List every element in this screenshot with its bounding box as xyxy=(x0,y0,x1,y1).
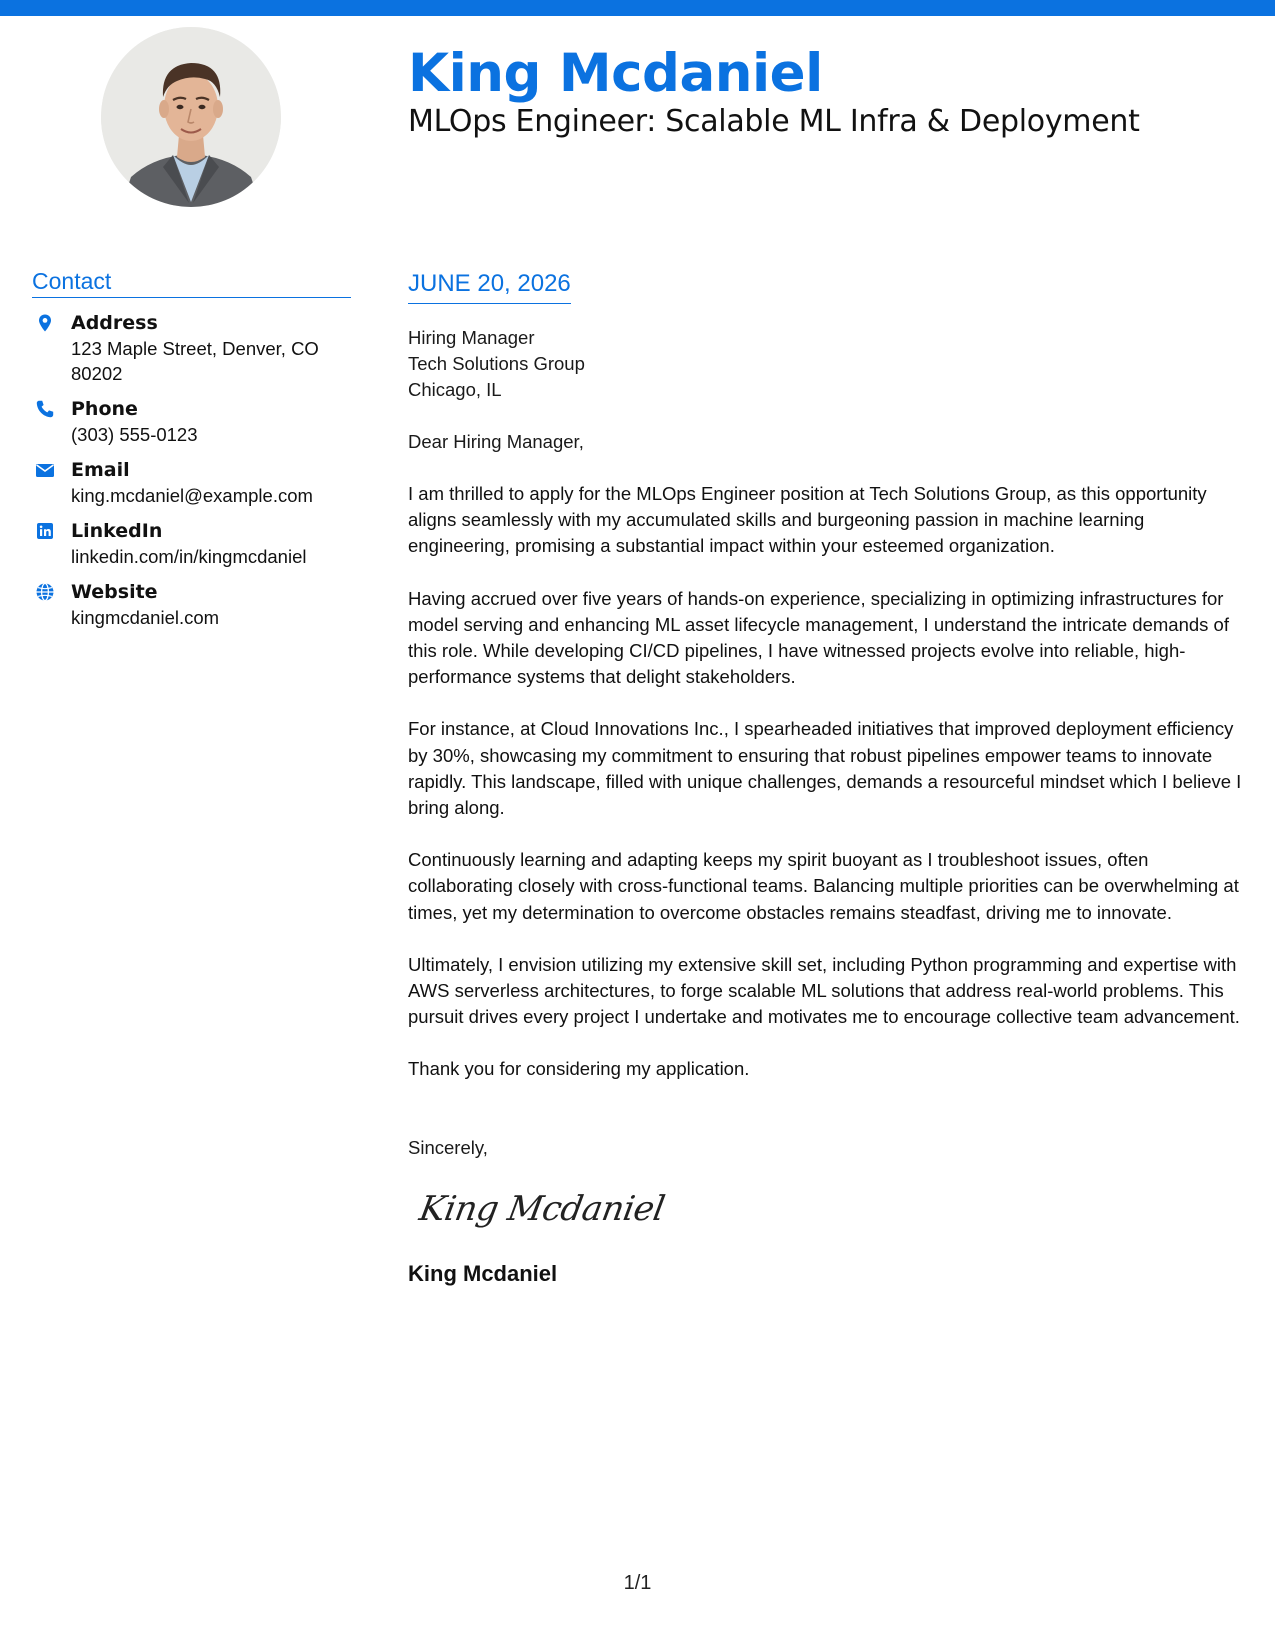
address-value: 123 Maple Street, Denver, CO 80202 xyxy=(71,338,319,384)
salutation: Dear Hiring Manager, xyxy=(408,431,584,452)
page-number: 1/1 xyxy=(623,1572,652,1594)
globe-icon xyxy=(35,582,55,602)
contact-item-website xyxy=(32,580,351,630)
paragraph: Having accrued over five years of hands-on experience, specializing in optimizing infrastructures for model serving and enhancing ML asset lifecycle management, I understand the intricate demands of this role. While developing CI/CD pipelines, I have witnessed projects evolve into reliable, high-performance systems that delight stakeholders. xyxy=(408,587,1229,688)
closing: Sincerely, xyxy=(408,1136,488,1158)
contact-heading: Contact xyxy=(32,266,351,298)
letter-body xyxy=(408,268,1248,1289)
avatar xyxy=(101,27,281,207)
recipient-block xyxy=(408,325,1248,403)
contact-label: Email xyxy=(71,459,130,481)
contact-item-email xyxy=(32,458,351,508)
top-accent-bar xyxy=(0,0,1275,16)
contact-label: LinkedIn xyxy=(71,520,163,542)
recipient-location: Chicago, IL xyxy=(408,379,502,400)
applicant-name: King Mcdaniel xyxy=(408,43,823,104)
contact-section xyxy=(32,266,351,641)
contact-item-phone xyxy=(32,397,351,447)
paragraph: Ultimately, I envision utilizing my extensive skill set, including Python programming and expertise with AWS serverless architectures, to forge scalable ML solutions that address real-world problems. This pursuit drives every project I undertake and motivates me to encourage collective team advancement. xyxy=(408,953,1240,1028)
email-icon xyxy=(35,460,55,480)
website-value[interactable]: kingmcdaniel.com xyxy=(71,607,220,628)
phone-value: (303) 555-0123 xyxy=(71,424,198,445)
paragraph: I am thrilled to apply for the MLOps Engineer position at Tech Solutions Group, as this opportunity aligns seamlessly with my accumulated skills and burgeoning passion in machine learning engineering, promising a substantial impact within your esteemed organization. xyxy=(408,483,1207,557)
linkedin-icon xyxy=(35,521,55,541)
job-title: MLOps Engineer: Scalable ML Infra & Deployment xyxy=(408,104,1140,139)
paragraph: Continuously learning and adapting keeps my spirit buoyant as I troubleshoot issues, often collaborating closely with cross-functional teams. Balancing multiple priorities can be overwhelming at times, yet my determination to overcome obstacles remains steadfast, driving me to innovate. xyxy=(408,849,1239,923)
paragraph: For instance, at Cloud Innovations Inc., I spearheaded initiatives that improved deployment efficiency by 30%, showcasing my commitment to ensuring that robust pipelines empower teams to innovate rapidly. This landscape, filled with unique challenges, demands a resourceful mindset which I believe I bring along. xyxy=(408,718,1242,819)
contact-label: Phone xyxy=(71,398,138,420)
contact-item-address xyxy=(32,311,351,386)
paragraph: Thank you for considering my application. xyxy=(408,1058,750,1080)
phone-icon xyxy=(35,399,55,419)
email-value[interactable]: king.mcdaniel@example.com xyxy=(71,485,313,506)
contact-label: Address xyxy=(71,312,158,334)
linkedin-value[interactable]: linkedin.com/in/kingmcdaniel xyxy=(71,546,307,567)
contact-item-linkedin xyxy=(32,519,351,569)
map-pin-icon xyxy=(35,313,55,333)
signature: King Mcdaniel xyxy=(416,1188,668,1229)
recipient-line: Hiring Manager xyxy=(408,327,535,348)
signed-name: King Mcdaniel xyxy=(408,1260,558,1286)
letter-date: JUNE 20, 2026 xyxy=(408,268,571,304)
recipient-company: Tech Solutions Group xyxy=(408,353,585,374)
contact-label: Website xyxy=(71,581,158,603)
